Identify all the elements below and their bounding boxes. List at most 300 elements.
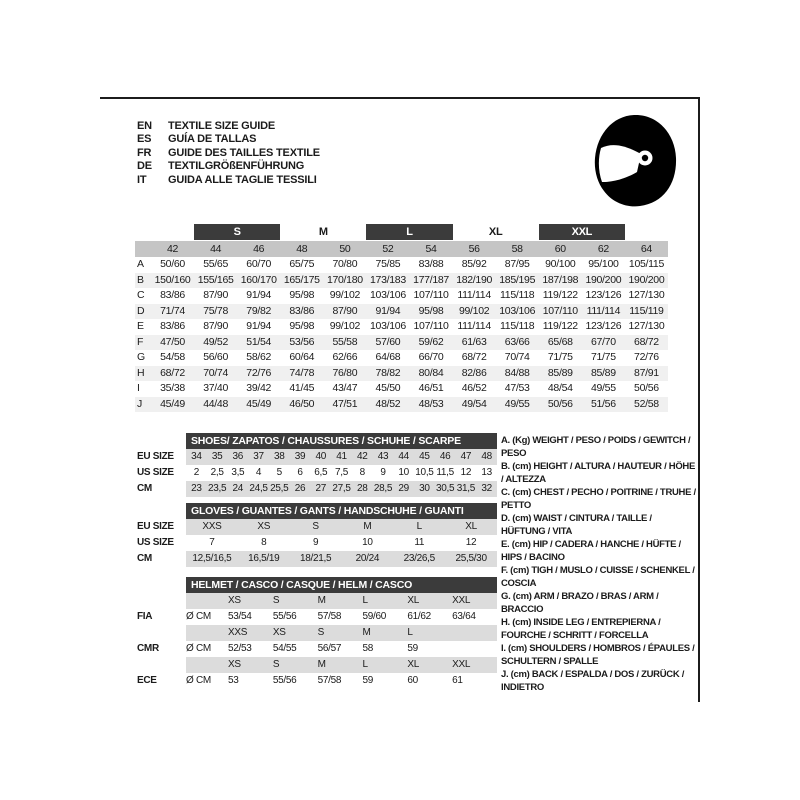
diameter-unit-cell <box>186 657 228 673</box>
row-cells <box>186 465 497 481</box>
size-cell: 48/53 <box>418 397 444 410</box>
value-cell: 18/21,5 <box>299 553 332 564</box>
value-cell: 53/54 <box>228 611 252 622</box>
size-cell: 64/68 <box>375 351 401 363</box>
value-cell: 28,5 <box>373 483 393 494</box>
value-cell: 24,5 <box>249 483 268 494</box>
language-row <box>137 174 320 187</box>
size-group-header-row <box>135 224 668 240</box>
value-cell: 10 <box>362 537 373 548</box>
value-cell: 12 <box>460 467 472 478</box>
language-code: FR <box>137 146 152 159</box>
row-cells <box>186 519 497 535</box>
legend-item: G. (cm) ARM / BRAZO / BRAS / ARM / BRACCIO <box>501 591 659 615</box>
helmet-row <box>137 673 497 689</box>
value-cell: 7,5 <box>334 467 348 478</box>
size-cell: 70/80 <box>332 258 358 270</box>
value-cell: S <box>272 659 280 670</box>
value-cell: 11,5 <box>436 467 454 478</box>
row-cells <box>186 535 497 551</box>
row-label: ECE <box>137 675 157 686</box>
size-cell: 115/118 <box>500 320 535 332</box>
size-group-xl: XL <box>488 226 503 238</box>
size-cell: 87/90 <box>332 304 358 317</box>
gloves-table-title: GLOVES / GUANTES / GANTS / HANDSCHUHE / GUANTI <box>186 503 497 519</box>
value-cell: 5 <box>276 467 282 478</box>
language-row <box>137 147 320 160</box>
size-cell: 49/55 <box>590 382 616 394</box>
size-col-header: 62 <box>597 243 609 255</box>
row-cells <box>186 641 497 657</box>
shoes-row <box>137 449 497 465</box>
value-cell: 44 <box>398 451 409 462</box>
value-cell: 9 <box>312 537 319 548</box>
row-label <box>137 593 186 609</box>
size-cell: 111/114 <box>586 304 621 317</box>
value-cell: 32 <box>481 483 492 494</box>
value-cell: 12,5/16,5 <box>192 553 232 564</box>
row-label: CMR <box>137 643 159 654</box>
legend-item: C. (cm) CHEST / PECHO / POITRINE / TRUHE / PETTO <box>501 487 696 511</box>
size-cell: 87/90 <box>203 289 228 301</box>
value-cell: S <box>317 627 325 638</box>
value-cell: 61/62 <box>407 611 431 622</box>
size-cell: 68/72 <box>634 335 659 348</box>
row-letter: B <box>137 273 144 286</box>
size-cell: 90/100 <box>545 258 576 270</box>
size-cell: 95/100 <box>588 258 619 270</box>
size-cell: 190/200 <box>585 273 622 286</box>
size-group-l: L <box>366 224 452 240</box>
diameter-unit-cell <box>186 625 228 641</box>
gloves-table <box>137 503 497 567</box>
textile-size-table <box>135 224 668 412</box>
size-cell: 55/58 <box>332 335 358 348</box>
size-cell: 72/76 <box>246 366 272 379</box>
size-cell: 74/78 <box>289 366 315 379</box>
language-code: DE <box>137 160 152 173</box>
legend-item: J. (cm) BACK / ESPALDA / DOS / ZURÜCK / INDIETRO <box>501 669 685 693</box>
size-cell: 66/70 <box>418 351 444 363</box>
size-cell: 46/50 <box>289 397 315 410</box>
size-cell: 85/89 <box>590 366 616 379</box>
measurement-legend <box>501 434 698 694</box>
row-label: EU SIZE <box>137 451 174 462</box>
value-cell: 54/55 <box>272 643 297 654</box>
size-cell: 46/51 <box>418 382 444 394</box>
size-group-m: M <box>318 226 328 238</box>
value-cell: 42 <box>356 451 368 462</box>
size-cell: 58/62 <box>246 351 272 363</box>
value-cell: 61 <box>452 675 463 686</box>
size-cell: 72/76 <box>634 351 659 363</box>
size-cell: 41/45 <box>289 382 315 394</box>
value-cell: 58 <box>362 643 374 654</box>
size-cell: 65/75 <box>289 258 315 270</box>
helmet-table-title: HELMET / CASCO / CASQUE / HELM / CASCO <box>186 577 497 593</box>
size-col-header: 44 <box>210 243 222 255</box>
size-cell: 46/52 <box>461 382 487 394</box>
size-col-header: 56 <box>468 243 480 255</box>
size-cell: 51/56 <box>590 397 616 410</box>
size-cell: 59/62 <box>418 335 444 348</box>
size-cell: 47/53 <box>504 382 530 394</box>
size-cell: 48/52 <box>375 397 401 410</box>
size-cell: 70/74 <box>504 351 530 363</box>
value-cell: 8 <box>359 467 365 478</box>
size-cell: 165/175 <box>283 273 320 286</box>
size-cell: 99/102 <box>458 304 490 317</box>
value-cell: 6,5 <box>314 467 328 478</box>
legend-item: D. (cm) WAIST / CINTURA / TAILLE / HÜFTUNG / VITA <box>501 513 652 537</box>
size-cell: 79/82 <box>246 304 272 317</box>
size-cell: 115/118 <box>500 289 535 301</box>
size-cell: 105/115 <box>628 258 664 270</box>
size-cell: 127/130 <box>628 320 665 332</box>
table-row <box>135 319 668 335</box>
size-cell: 78/82 <box>375 366 401 379</box>
value-cell: 3,5 <box>231 467 245 478</box>
size-cell: 70/74 <box>203 366 228 379</box>
size-cell: 83/86 <box>289 304 315 317</box>
value-cell: 57/58 <box>317 611 342 622</box>
size-cell: 95/98 <box>289 320 315 332</box>
size-cell: 91/94 <box>246 289 272 301</box>
size-cell: 85/92 <box>461 258 487 270</box>
size-cell: 71/75 <box>590 351 616 363</box>
row-label: US SIZE <box>137 467 174 478</box>
row-label: CM <box>137 483 152 494</box>
row-label: US SIZE <box>137 537 174 548</box>
value-cell: M <box>317 595 326 606</box>
size-cell: 190/200 <box>628 273 665 286</box>
language-row <box>137 120 320 133</box>
helmet-row <box>137 609 497 625</box>
legend-item: H. (cm) INSIDE LEG / ENTREPIERNA / FOURCHE / SCHRITT / FORCELLA <box>501 617 661 641</box>
size-cell: 68/72 <box>461 351 487 363</box>
size-cell: 47/50 <box>160 335 185 348</box>
size-cell: 107/110 <box>413 320 449 332</box>
size-col-header: 64 <box>640 243 652 255</box>
row-cells <box>186 481 497 497</box>
value-cell: 59 <box>362 675 374 686</box>
row-label: CM <box>137 553 152 564</box>
size-cell: 60/70 <box>246 258 272 270</box>
value-cell: 2,5 <box>210 467 224 478</box>
size-col-header: 50 <box>339 243 351 255</box>
size-cell: 107/110 <box>413 289 449 301</box>
size-cell: 83/86 <box>160 320 185 332</box>
helmet-rows <box>137 593 497 689</box>
size-cell: 123/126 <box>585 320 622 332</box>
value-cell: 30,5 <box>436 483 455 494</box>
size-cell: 68/72 <box>160 366 185 379</box>
size-cell: 76/80 <box>332 366 358 379</box>
size-cell: 111/114 <box>457 320 491 332</box>
gloves-row <box>137 551 497 567</box>
value-cell: 2 <box>193 467 199 478</box>
size-cell: 185/195 <box>499 273 536 286</box>
legend-item: I. (cm) SHOULDERS / HOMBROS / ÉPAULES / SCHULTERN / SPALLE <box>501 643 695 667</box>
value-cell: M <box>317 659 326 670</box>
size-cell: 67/70 <box>590 335 616 348</box>
size-cell: 155/165 <box>197 273 234 286</box>
size-cell: 39/42 <box>246 382 272 394</box>
size-cell: 51/54 <box>246 335 272 348</box>
size-cell: 65/68 <box>547 335 573 348</box>
table-row <box>135 381 668 397</box>
row-cells <box>186 551 497 567</box>
row-letter: I <box>137 382 140 394</box>
value-cell: 13 <box>481 467 492 478</box>
value-cell: 30 <box>419 483 430 494</box>
table-row <box>135 350 668 366</box>
value-cell: 39 <box>294 451 306 462</box>
value-cell: 55/56 <box>272 611 297 622</box>
helmet-row <box>137 625 497 641</box>
shoes-rows <box>137 449 497 497</box>
value-cell: XS <box>257 521 271 532</box>
measurement-rows <box>135 257 668 412</box>
value-cell: XS <box>228 659 241 670</box>
language-label: GUÍA DE TALLAS <box>168 133 257 146</box>
value-cell: 53 <box>228 675 239 686</box>
row-letter: F <box>137 335 144 348</box>
value-cell: 10,5 <box>415 467 434 478</box>
value-cell: 31,5 <box>456 483 476 494</box>
value-cell: 23/26,5 <box>403 553 435 564</box>
value-cell: 6 <box>297 467 303 478</box>
value-cell <box>452 641 497 657</box>
value-cell: 23,5 <box>207 483 227 494</box>
value-cell <box>452 625 497 641</box>
size-cell: 45/50 <box>375 382 401 394</box>
size-col-header: 54 <box>425 243 437 255</box>
size-cell: 127/130 <box>628 289 665 301</box>
size-cell: 119/122 <box>542 320 578 332</box>
shoes-table-title: SHOES/ ZAPATOS / CHAUSSURES / SCHUHE / SCARPE <box>186 433 497 449</box>
size-cell: 75/85 <box>375 258 401 270</box>
value-cell: 48 <box>481 451 492 462</box>
value-cell: XL <box>407 659 419 670</box>
size-cell: 173/183 <box>370 273 406 286</box>
row-cells <box>186 673 497 689</box>
row-label: FIA <box>137 611 153 622</box>
shoes-table <box>137 433 497 497</box>
size-cell: 99/102 <box>329 320 361 332</box>
size-cell: 87/91 <box>634 366 659 379</box>
size-cell: 87/90 <box>203 320 228 332</box>
diameter-unit-cell: Ø CM <box>186 611 211 622</box>
size-cell: 115/119 <box>629 304 664 317</box>
table-row <box>135 397 668 413</box>
size-cell: 49/55 <box>504 397 530 410</box>
size-cell: 63/66 <box>504 335 530 348</box>
size-col-header: 52 <box>382 243 394 255</box>
row-letter: G <box>137 351 145 363</box>
size-cell: 53/56 <box>289 335 315 348</box>
size-cell: 150/160 <box>154 273 191 286</box>
size-cell: 160/170 <box>240 273 277 286</box>
legend-item: A. (Kg) WEIGHT / PESO / POIDS / GEWITCH / PESO <box>501 435 691 459</box>
size-cell: 103/106 <box>499 304 536 317</box>
size-cell: 45/49 <box>160 397 185 410</box>
size-cell: 103/106 <box>370 320 406 332</box>
value-cell: 27 <box>315 483 327 494</box>
size-cell: 71/75 <box>547 351 573 363</box>
size-cell: 83/88 <box>418 258 444 270</box>
helmet-row <box>137 593 497 609</box>
value-cell: 35 <box>211 451 223 462</box>
diameter-unit-cell: Ø CM <box>186 675 211 686</box>
size-cell: 85/89 <box>547 366 573 379</box>
language-row <box>137 160 320 173</box>
language-label: GUIDA ALLE TAGLIE TESSILI <box>168 173 317 186</box>
shoes-row <box>137 481 497 497</box>
value-cell: 59 <box>407 643 418 654</box>
language-row <box>137 133 320 146</box>
gloves-row <box>137 519 497 535</box>
size-cell: 84/88 <box>504 366 530 379</box>
size-cell: 83/86 <box>160 289 185 301</box>
size-cell: 55/65 <box>203 258 228 270</box>
language-code: IT <box>137 173 147 186</box>
value-cell: 25,5 <box>270 483 289 494</box>
size-col-header: 46 <box>253 243 265 255</box>
size-cell: 187/198 <box>542 273 579 286</box>
value-cell: 28 <box>356 483 368 494</box>
value-cell: 37 <box>253 451 264 462</box>
table-row <box>135 257 668 273</box>
value-cell: XL <box>407 595 419 606</box>
value-cell: L <box>362 595 368 606</box>
value-cell: XXS <box>202 521 222 532</box>
size-cell: 52/58 <box>634 397 659 410</box>
language-code: ES <box>137 133 152 146</box>
legend-item: E. (cm) HIP / CADERA / HANCHE / HÜFTE / HIPS / BACINO <box>501 539 681 563</box>
legend-item: F. (cm) TIGH / MUSLO / CUISSE / SCHENKEL / COSCIA <box>501 565 695 589</box>
language-list <box>137 120 320 187</box>
helmet-row <box>137 657 497 673</box>
value-cell: 36 <box>232 451 244 462</box>
value-cell: S <box>312 521 319 532</box>
row-cells <box>186 625 497 641</box>
size-cell: 37/40 <box>203 382 228 394</box>
size-cell: 50/56 <box>634 382 659 394</box>
value-cell: 57/58 <box>317 675 342 686</box>
value-cell: 26 <box>294 483 306 494</box>
size-cell: 50/56 <box>547 397 573 410</box>
value-cell: S <box>272 595 280 606</box>
row-letter: D <box>137 304 145 317</box>
size-cell: 82/86 <box>461 366 487 379</box>
value-cell: 10 <box>398 467 409 478</box>
value-cell: 9 <box>380 467 386 478</box>
size-col-header: 48 <box>296 243 308 255</box>
size-cell: 43/47 <box>332 382 358 394</box>
row-label <box>137 657 186 673</box>
size-cell: 91/94 <box>375 304 401 317</box>
size-group-xxl: XXL <box>539 224 625 240</box>
value-cell: L <box>407 627 413 638</box>
size-cell: 61/63 <box>461 335 487 348</box>
row-letter: J <box>137 397 142 410</box>
table-row <box>135 335 668 351</box>
value-cell: 23 <box>191 483 202 494</box>
row-cells <box>186 657 497 673</box>
size-cell: 119/122 <box>542 289 578 301</box>
size-cell: 48/54 <box>547 382 573 394</box>
size-cell: 123/126 <box>585 289 622 301</box>
value-cell: 27,5 <box>332 483 351 494</box>
size-cell: 50/60 <box>160 258 185 270</box>
value-cell: M <box>362 627 371 638</box>
size-cell: 44/48 <box>203 397 228 410</box>
legend-item: B. (cm) HEIGHT / ALTURA / HAUTEUR / HÖHE / ALTEZZA <box>501 461 696 485</box>
value-cell: 60 <box>407 675 418 686</box>
gloves-rows <box>137 519 497 567</box>
table-row <box>135 366 668 382</box>
size-cell: 60/64 <box>289 351 315 363</box>
value-cell: 38 <box>274 451 285 462</box>
value-cell: 11 <box>414 537 425 548</box>
size-row-corner <box>135 241 151 257</box>
value-cell: 25,5/30 <box>455 553 487 564</box>
table-row <box>135 304 668 320</box>
value-cell: 12 <box>465 537 477 548</box>
size-cell: 111/114 <box>457 289 491 301</box>
value-cell: XXL <box>452 595 471 606</box>
table-row <box>135 273 668 289</box>
value-cell: 24 <box>232 483 244 494</box>
value-cell: 59/60 <box>362 611 387 622</box>
value-cell: 29 <box>398 483 409 494</box>
value-cell: 45 <box>419 451 430 462</box>
language-label: TEXTILE SIZE GUIDE <box>168 120 276 132</box>
size-col-header: 58 <box>511 243 523 255</box>
diameter-unit-cell <box>186 593 228 609</box>
size-cell: 56/60 <box>203 351 228 363</box>
size-cell: 62/66 <box>332 351 358 363</box>
size-cell: 35/38 <box>160 382 185 394</box>
size-cell: 107/110 <box>542 304 578 317</box>
row-letter: E <box>137 320 144 332</box>
value-cell: XS <box>228 595 241 606</box>
size-cell: 103/106 <box>370 289 406 301</box>
size-cell: 57/60 <box>375 335 401 348</box>
size-cell: 170/180 <box>326 273 363 286</box>
value-cell: 16,5/19 <box>248 553 280 564</box>
value-cell: 52/53 <box>228 643 252 654</box>
size-cell: 95/98 <box>289 289 315 301</box>
gloves-row <box>137 535 497 551</box>
helmet-icon <box>583 111 680 209</box>
size-cell: 71/74 <box>160 304 185 317</box>
value-cell: XXS <box>228 627 248 638</box>
row-cells <box>186 609 497 625</box>
size-cell: 47/51 <box>332 397 358 410</box>
value-cell: 46 <box>439 451 451 462</box>
value-cell: L <box>416 521 422 532</box>
size-cell: 182/190 <box>456 273 493 286</box>
size-cell: 80/84 <box>418 366 444 379</box>
value-cell: XS <box>272 627 286 638</box>
value-cell: 43 <box>377 451 389 462</box>
size-cell: 91/94 <box>246 320 272 332</box>
diameter-unit-cell: Ø CM <box>186 643 211 654</box>
row-letter: C <box>137 289 145 301</box>
value-cell: 55/56 <box>272 675 297 686</box>
